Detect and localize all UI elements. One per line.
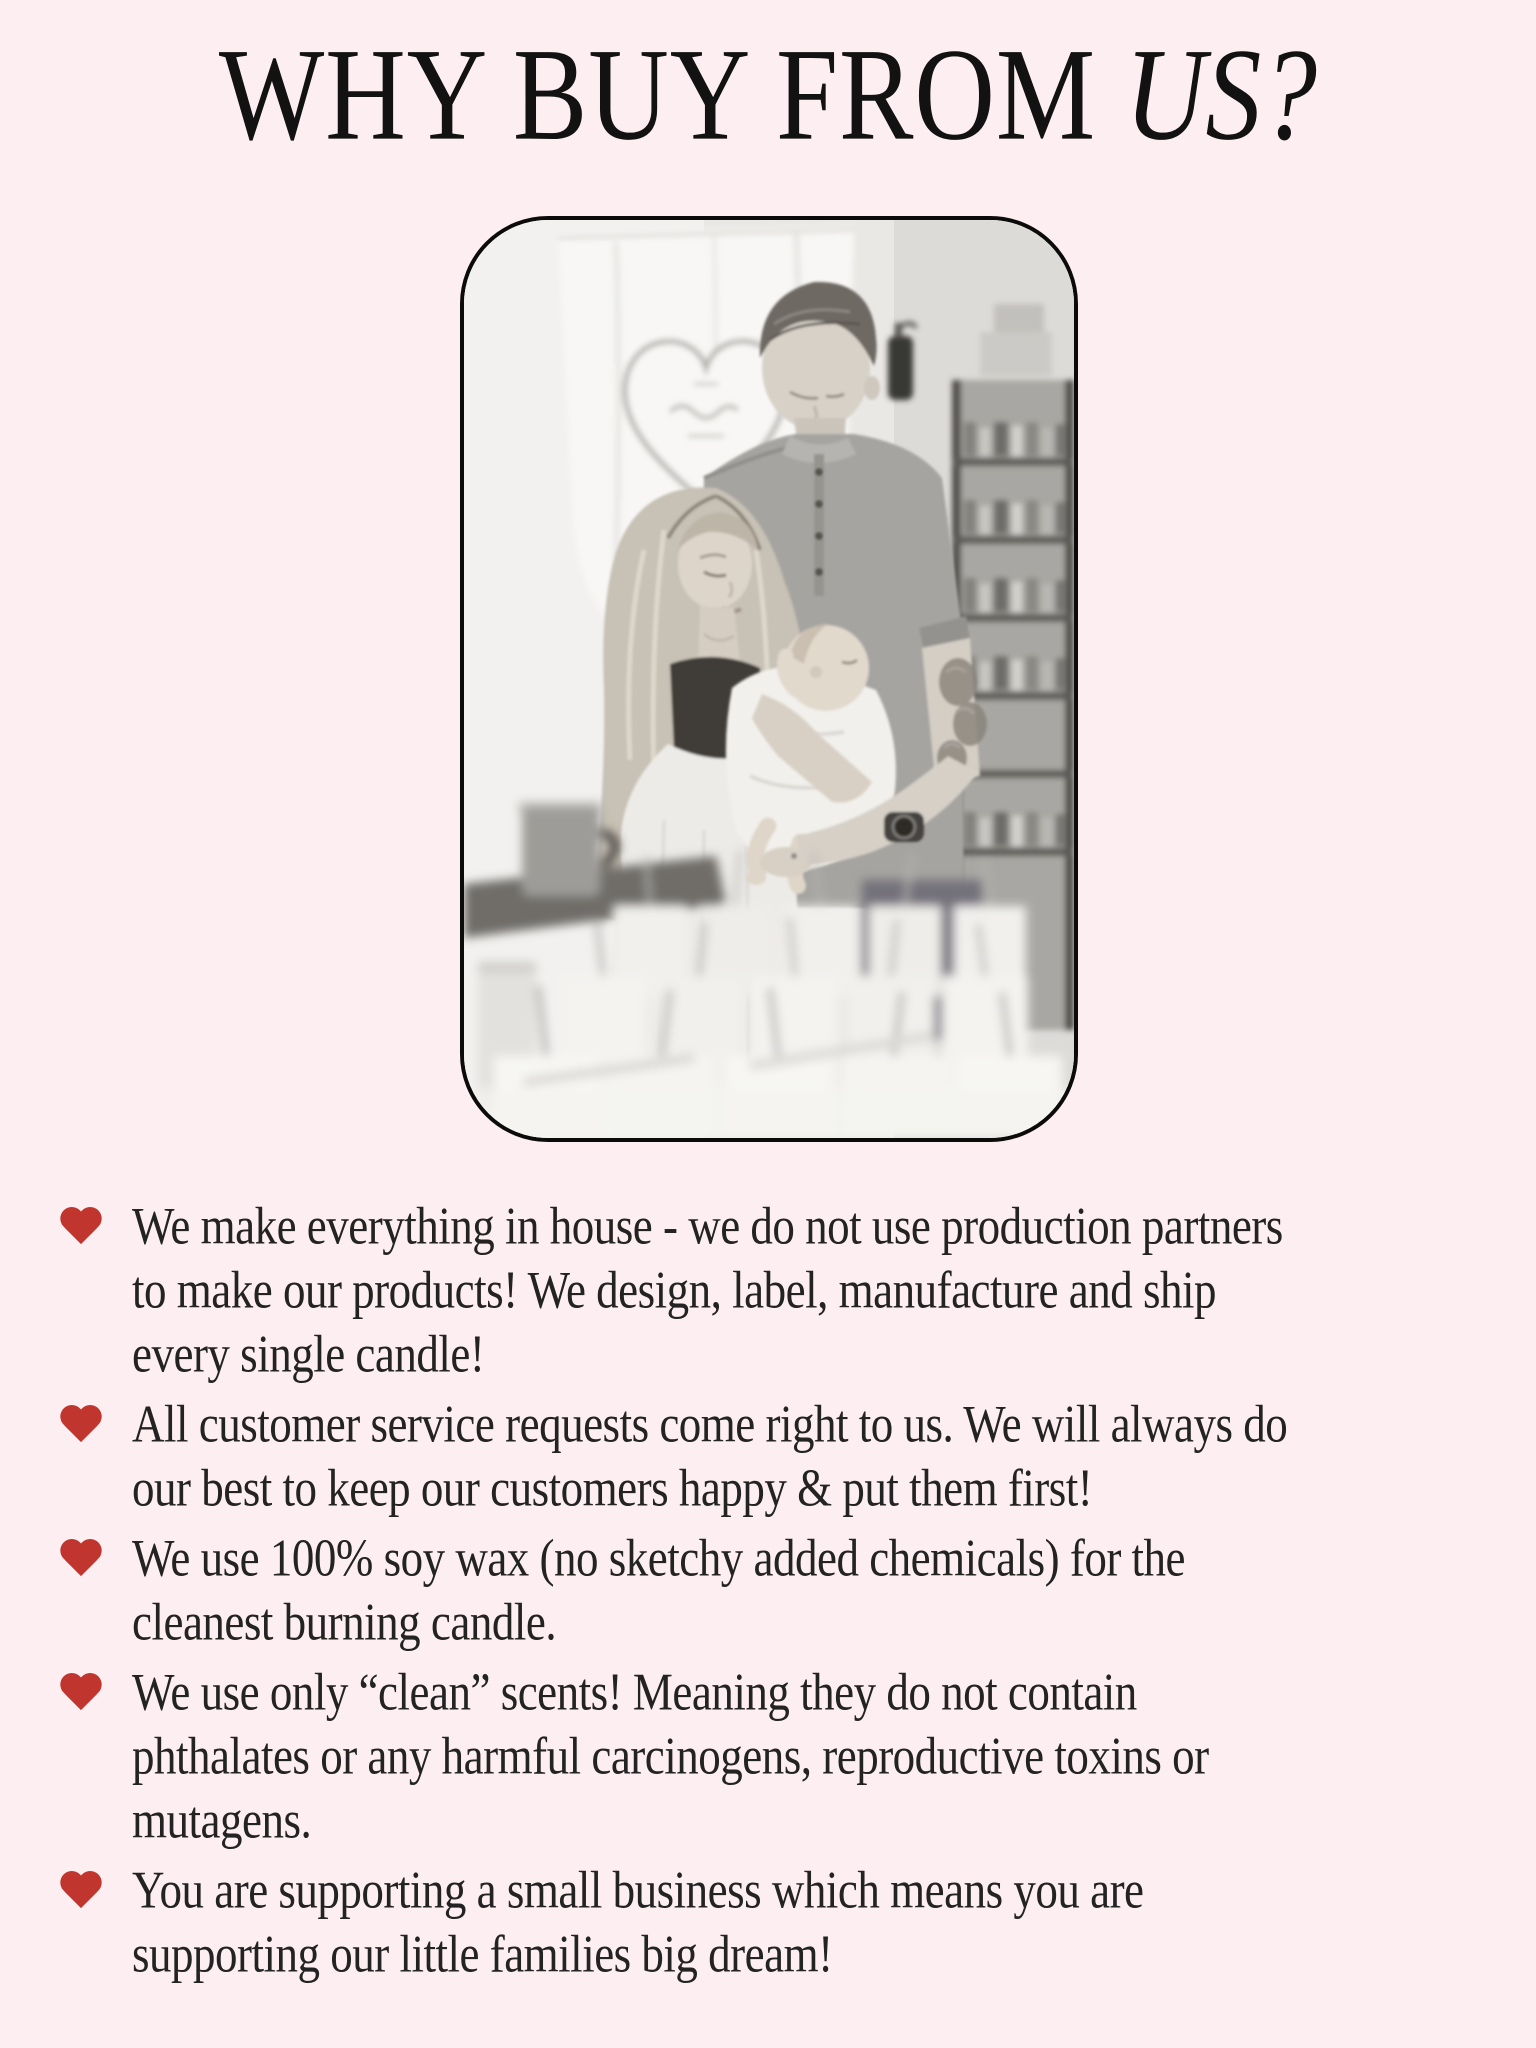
bullet-text: every single candle! [132,1324,485,1384]
list-item [56,1194,1516,1386]
heart-icon [58,1674,104,1714]
bullet-text: our best to keep our customers happy & put them first! [132,1458,1093,1518]
bullet-text: We use 100% soy wax (no sketchy added chemicals) for the [132,1528,1186,1588]
bullet-text: We make everything in house - we do not use production partners [132,1196,1283,1256]
family-photo-illustration [464,220,1074,1138]
family-photo [460,216,1078,1142]
list-item [56,1526,1516,1654]
bullet-text: cleanest burning candle. [132,1592,557,1652]
fire-extinguisher [888,336,913,400]
bullet-text: supporting our little families big dream! [132,1924,833,1984]
heart-icon [58,1872,104,1912]
bullet-text: We use only “clean” scents! Meaning they do not contain [132,1662,1137,1722]
bullet-text: mutagens. [132,1790,312,1850]
page-title [54,22,1482,167]
list-item [56,1660,1516,1852]
heart-icon [58,1208,104,1248]
bullet-text: All customer service requests come right to us. We will always do [132,1394,1288,1454]
title-text-emphasis: US? [1124,20,1318,168]
heart-icon [58,1540,104,1580]
list-item [56,1858,1516,1986]
heart-icon [58,1406,104,1446]
bullet-text: You are supporting a small business which means you are [132,1860,1144,1920]
bullet-text: phthalates or any harmful carcinogens, reproductive toxins or [132,1726,1209,1786]
title-text: WHY BUY FROM [218,20,1097,168]
list-item [56,1392,1516,1520]
bullet-text: to make our products! We design, label, manufacture and ship [132,1260,1216,1320]
wax-pitcher [522,808,600,896]
bullet-list [56,1194,1516,1986]
